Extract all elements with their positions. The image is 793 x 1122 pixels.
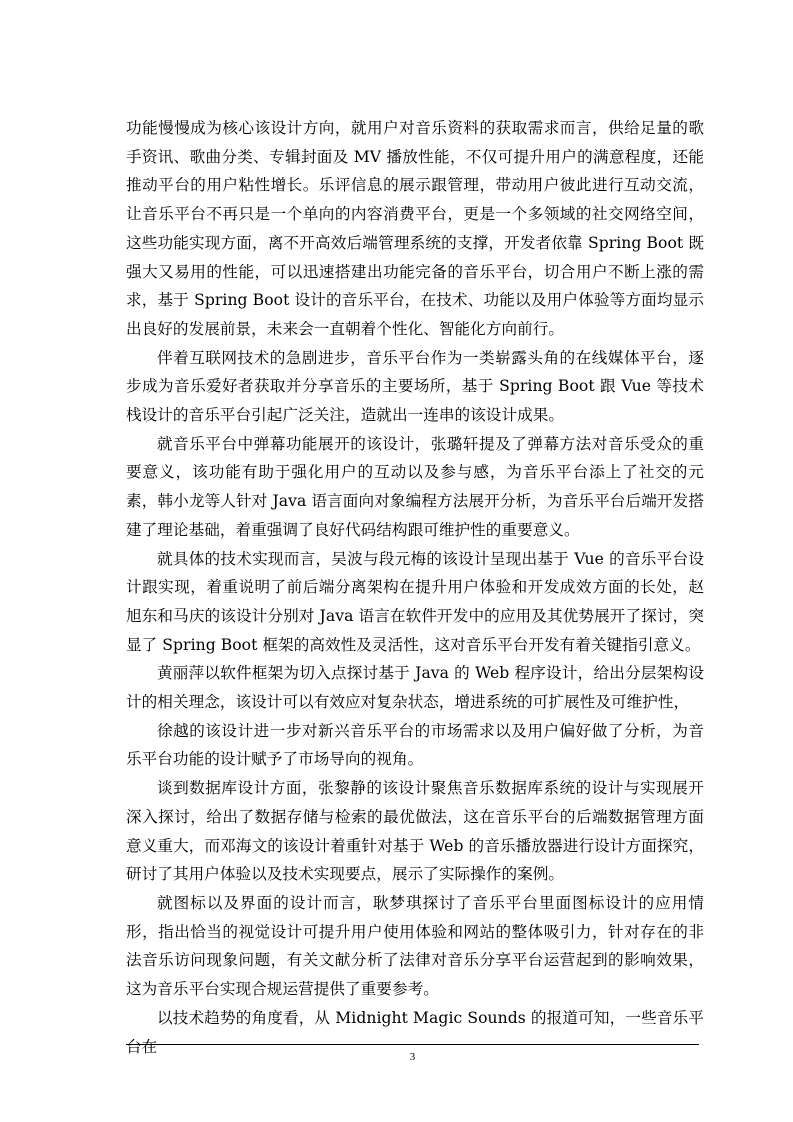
paragraph-6: 徐越的该设计进一步对新兴音乐平台的市场需求以及用户偏好做了分析，为音乐平台功能的设计赋予了市场导向的视角。 (126, 721, 704, 769)
paragraph-8: 就图标以及界面的设计而言，耿梦琪探讨了音乐平台里面图标设计的应用情形，指出恰当的视觉设计可提升用户使用体验和网站的整体吸引力，针对存在的非法音乐访问现象问题，有关文献分析了法律对音乐分享平台运营起到的影响效果，这为音乐平台实现合规运营提供了重要参考。 (126, 893, 704, 999)
document-body (126, 114, 704, 1061)
paragraph-3: 就音乐平台中弹幕功能展开的该设计，张璐轩提及了弹幕方法对音乐受众的重要意义，该功能有助于强化用户的互动以及参与感，为音乐平台添上了社交的元素，韩小龙等人针对 Java 语言面向对象编程方法展开分析，为音乐平台后端开发搭建了理论基础，着重强调了良好代码结构跟可维护性的重要意义。 (126, 434, 704, 539)
paragraph-1: 功能慢慢成为核心该设计方向，就用户对音乐资料的获取需求而言，供给足量的歌手资讯、歌曲分类、专辑封面及 MV 播放性能，不仅可提升用户的满意程度，还能推动平台的用户粘性增长。乐评信息的展示跟管理，带动用户彼此进行互动交流，让音乐平台不再只是一个单向的内容消费平台，更是一个多领域的社交网络空间，这些功能实现方面，离不开高效后端管理系统的支撑，开发者依靠 Spring Boot 既强大又易用的性能，可以迅速搭建出功能完备的音乐平台，切合用户不断上涨的需求，基于 Spring Boot 设计的音乐平台，在技术、功能以及用户体验等方面均显示出良好的发展前景，未来会一直朝着个性化、智能化方向前行。 (126, 119, 704, 338)
paragraph-5: 黄丽萍以软件框架为切入点探讨基于 Java 的 Web 程序设计，给出分层架构设计的相关理念，该设计可以有效应对复杂状态，增进系统的可扩展性及可维护性， (126, 664, 704, 712)
page-number: 3 (409, 1051, 416, 1063)
paragraph-9: 以技术趋势的角度看，从 Midnight Magic Sounds 的报道可知，一些音乐平台在 (126, 1008, 704, 1056)
paragraph-2: 伴着互联网技术的急剧进步，音乐平台作为一类崭露头角的在线媒体平台，逐步成为音乐爱好者获取并分享音乐的主要场所，基于 Spring Boot 跟 Vue 等技术栈设计的音乐平台引起广泛关注，造就出一连串的该设计成果。 (126, 348, 704, 425)
footer-divider (126, 1044, 699, 1045)
paragraph-7: 谈到数据库设计方面，张黎静的该设计聚焦音乐数据库系统的设计与实现展开深入探讨，给出了数据存储与检索的最优做法，这在音乐平台的后端数据管理方面意义重大，而邓海文的该设计着重针对基于 Web 的音乐播放器进行设计方面探究，研讨了其用户体验以及技术实现要点，展示了实际操作的案例。 (126, 779, 704, 884)
paragraph-4: 就具体的技术实现而言，吴波与段元梅的该设计呈现出基于 Vue 的音乐平台设计跟实现，着重说明了前后端分离架构在提升用户体验和开发成效方面的长处，赵旭东和马庆的该设计分别对 Java 语言在软件开发中的应用及其优势展开了探讨，突显了 Spring Boot 框架的高效性及灵活性，这对音乐平台开发有着关键指引意义。 (126, 549, 704, 654)
